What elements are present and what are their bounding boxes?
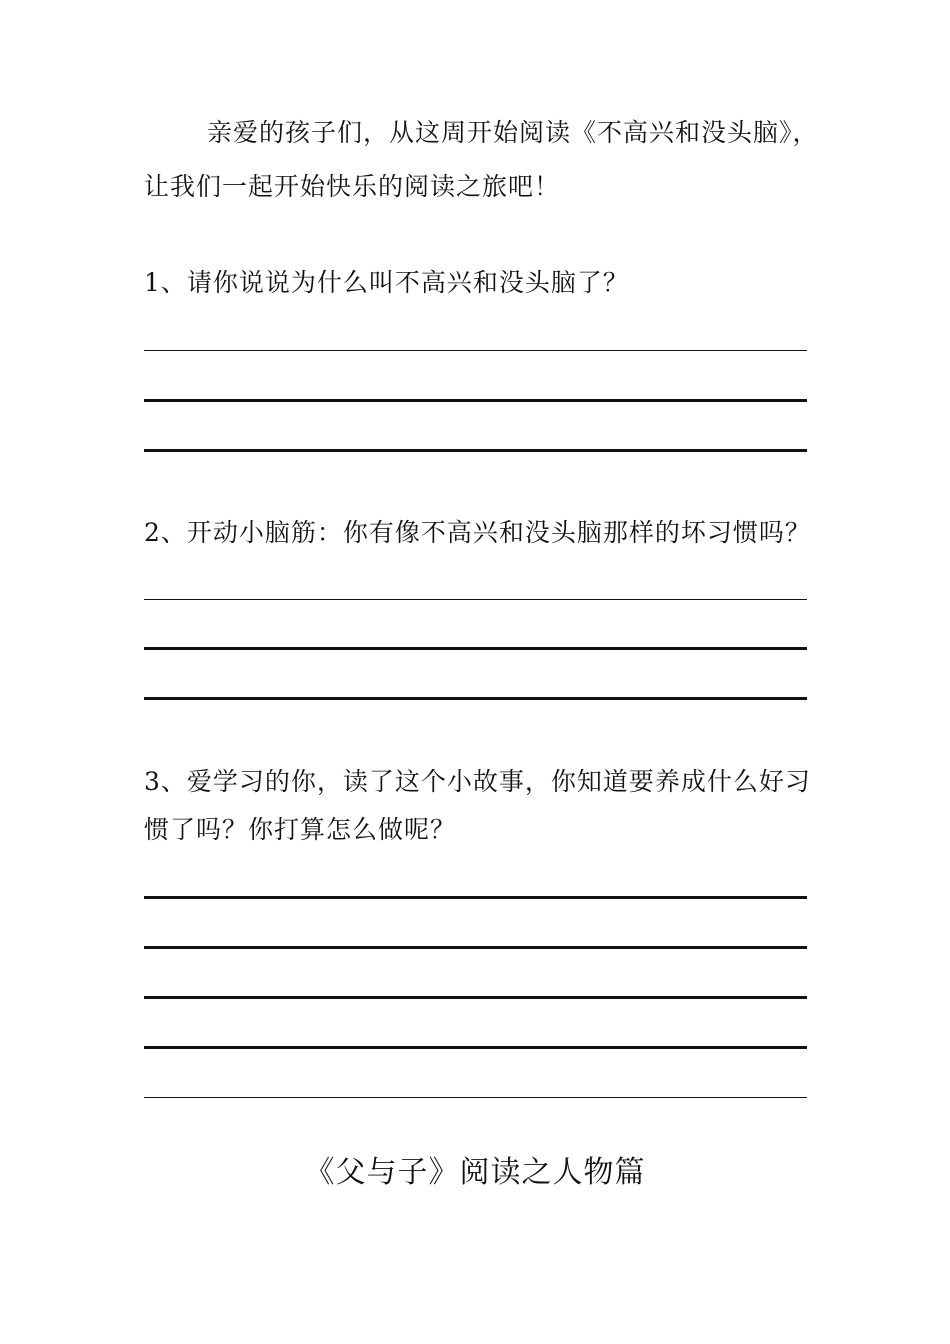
answer-line-q3-4	[144, 1046, 807, 1049]
intro-line-2: 让我们一起开始快乐的阅读之旅吧！	[144, 172, 561, 201]
answer-line-q2-2	[144, 647, 807, 650]
answer-line-q2-1	[144, 599, 807, 600]
answer-line-q1-1	[144, 350, 807, 351]
answer-line-q3-1	[144, 896, 807, 899]
answer-line-q3-3	[144, 996, 807, 999]
footer-title: 《父与子》阅读之人物篇	[304, 1155, 646, 1190]
question-3-line-2: 惯了吗？你打算怎么做呢？	[144, 815, 457, 844]
answer-line-q1-3	[144, 449, 807, 452]
question-3-line-1: 3、爱学习的你，读了这个小故事，你知道要养成什么好习	[144, 767, 811, 796]
answer-line-q3-2	[144, 946, 807, 949]
intro-line-1: 亲爱的孩子们，从这周开始阅读《不高兴和没头脑》，	[207, 118, 819, 147]
question-2: 2、开动小脑筋：你有像不高兴和没头脑那样的坏习惯吗？	[144, 518, 811, 547]
answer-line-q1-2	[144, 399, 807, 402]
question-1: 1、请你说说为什么叫不高兴和没头脑了？	[144, 268, 629, 297]
answer-line-q2-3	[144, 697, 807, 700]
answer-line-q3-5	[144, 1097, 807, 1098]
